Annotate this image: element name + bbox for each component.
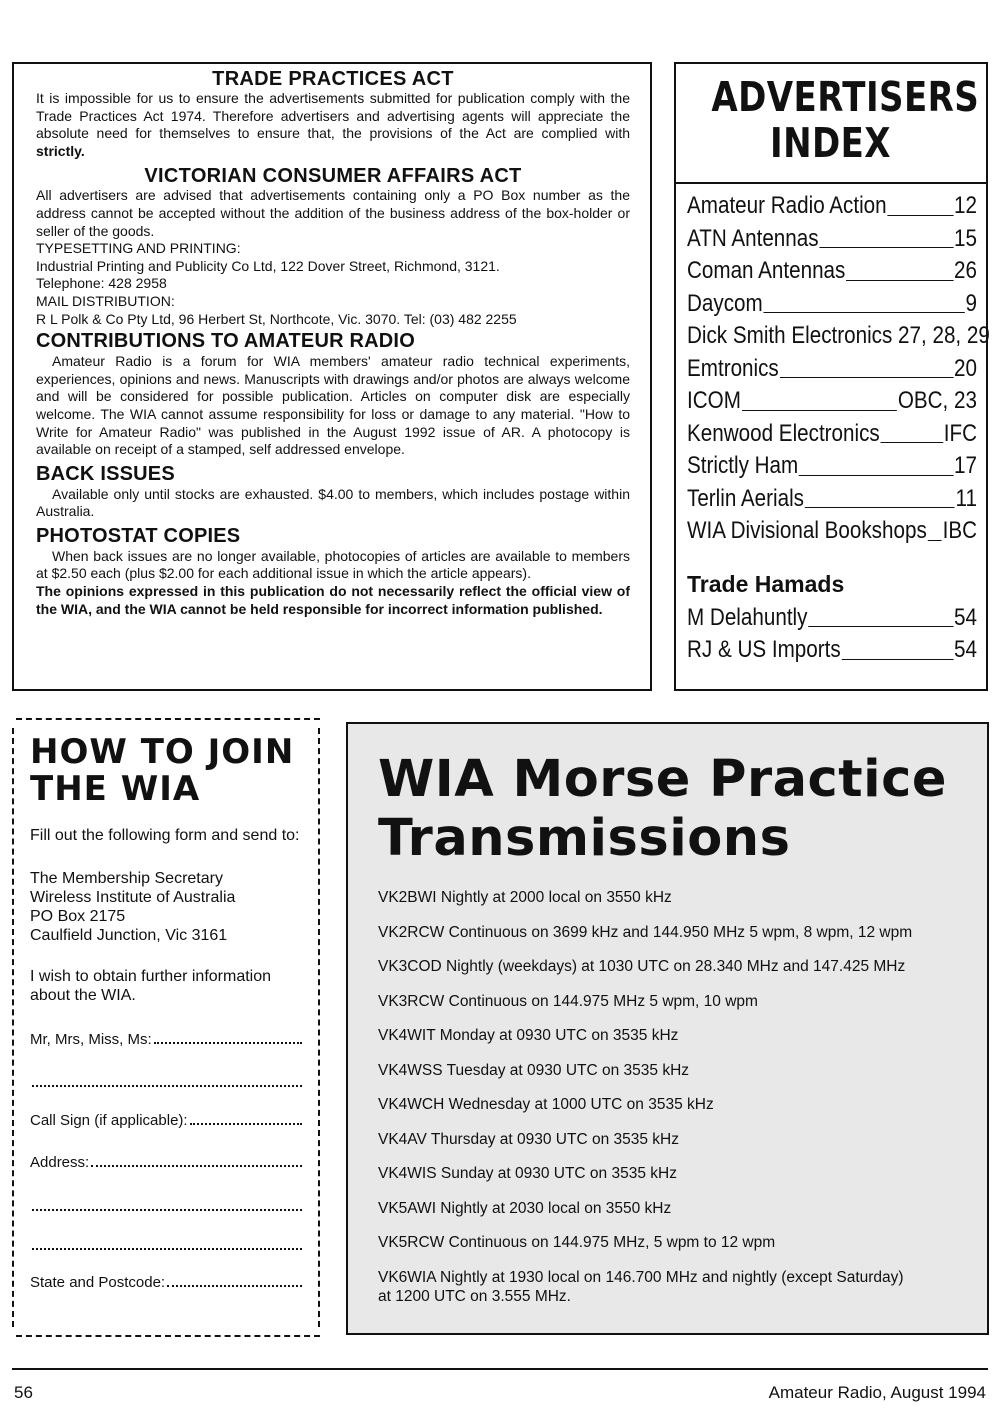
advertiser-leader-line — [805, 489, 955, 508]
hamad-leader-line — [842, 641, 954, 660]
typesetting-label: TYPESETTING AND PRINTING: — [36, 240, 241, 257]
address-label: Address: — [30, 1154, 90, 1171]
hamad-name: RJ & US Imports — [687, 636, 841, 663]
name-field-label: Mr, Mrs, Miss, Ms: — [30, 1031, 152, 1048]
morse-schedule-line: VK4AV Thursday at 0930 UTC on 3535 kHz — [378, 1130, 679, 1148]
advertiser-leader-line — [928, 522, 942, 541]
advertiser-leader-line — [780, 359, 954, 378]
advertiser-row — [687, 418, 977, 451]
advertiser-page: IFC — [943, 419, 977, 447]
morse-schedule-list — [378, 888, 967, 1252]
join-info: I wish to obtain further information about the WIA. — [30, 968, 272, 1004]
advertiser-name: Coman Antennas — [687, 257, 846, 284]
advertiser-row — [687, 353, 977, 386]
join-address-line3: PO Box 2175 — [30, 908, 126, 925]
call-sign-line[interactable] — [190, 1110, 302, 1125]
morse-schedule-line: VK3RCW Continuous on 144.975 MHz 5 wpm, 10 wpm — [378, 992, 758, 1010]
publication-footer: Amateur Radio, August 1994 — [768, 1383, 986, 1402]
how-to-join-box — [12, 718, 320, 1337]
name-field-continued[interactable] — [30, 1072, 302, 1087]
morse-schedule-line: VK5RCW Continuous on 144.975 MHz, 5 wpm to 12 wpm — [378, 1234, 776, 1251]
morse-schedule-line: VK4WIT Monday at 0930 UTC on 3535 kHz — [378, 1027, 679, 1044]
advertiser-leader-line — [764, 294, 965, 313]
join-address-line2: Wireless Institute of Australia — [30, 889, 236, 906]
advertiser-leader-line — [799, 457, 953, 476]
telephone: Telephone: 428 2958 — [36, 275, 167, 292]
join-address-line1: The Membership Secretary — [30, 870, 223, 887]
page-number: 56 — [14, 1383, 33, 1402]
join-intro: Fill out the following form and send to: — [30, 827, 300, 844]
advertiser-row — [687, 288, 977, 321]
advertiser-leader-line — [742, 392, 897, 411]
advertiser-page: 15 — [954, 224, 977, 252]
dashed-border-right — [318, 728, 320, 1327]
advertiser-name: Terlin Aerials — [687, 484, 805, 512]
photostat-text: When back issues are no longer available, photocopies of articles are available to members at $2.50 each (plus $2.00 for each additional issue in which the article appears). — [36, 547, 630, 582]
typesetting-text: Industrial Printing and Publicity Co Ltd, 122 Dover Street, Richmond, 3121. — [36, 257, 500, 274]
morse-practice-title: WIA Morse Practice Transmissions — [378, 750, 947, 868]
morse-schedule-line: VK4WIS Sunday at 0930 UTC on 3535 kHz — [378, 1165, 677, 1182]
advertiser-name: Emtronics — [687, 354, 779, 382]
hamad-leader-line — [808, 608, 953, 627]
advertiser-page: 9 — [965, 289, 977, 317]
back-issues-heading: BACK ISSUES — [36, 462, 175, 485]
mail-text: R L Polk & Co Pty Ltd, 96 Herbert St, Northcote, Vic. 3070. Tel: (03) 482 2255 — [36, 310, 517, 327]
advertiser-page: 12 — [954, 192, 977, 219]
address-line-3[interactable] — [32, 1235, 302, 1250]
victorian-act-heading: VICTORIAN CONSUMER AFFAIRS ACT — [144, 165, 522, 188]
advertiser-name: Strictly Ham — [687, 452, 799, 479]
state-postcode-field[interactable] — [30, 1272, 302, 1292]
advertiser-name: Daycom — [687, 289, 763, 317]
hamad-page: 54 — [954, 603, 977, 631]
advertiser-row — [687, 450, 977, 483]
dashed-border-bottom — [16, 1335, 320, 1337]
hamad-row — [687, 634, 977, 667]
dashed-border-top — [16, 718, 320, 720]
trade-practices-heading: TRADE PRACTICES ACT — [212, 68, 454, 90]
advertiser-row — [687, 320, 990, 353]
morse-practice-box — [346, 722, 989, 1335]
advertiser-row — [687, 223, 977, 256]
state-postcode-line[interactable] — [167, 1272, 302, 1287]
morse-schedule-line: VK2BWI Nightly at 2000 local on 3550 kHz — [378, 889, 672, 906]
opinions-disclaimer: The opinions expressed in this publication do not necessarily reflect the official view of the WIA, and the WIA cannot be held responsible for incorrect information published. — [36, 583, 630, 617]
name-field-line-2[interactable] — [32, 1072, 302, 1087]
join-address-line4: Caulfield Junction, Vic 3161 — [30, 927, 228, 944]
morse-schedule-vk6wia: VK6WIA Nightly at 1930 local on 146.700 MHz and nightly (except Saturday) at 1200 UTC on 3.555 MHz. — [378, 1268, 904, 1305]
advertiser-leader-line — [819, 229, 953, 248]
morse-schedule-line: VK2RCW Continuous on 3699 kHz and 144.950 MHz 5 wpm, 8 wpm, 12 wpm — [378, 923, 913, 941]
dashed-border-left — [12, 728, 14, 1327]
hamad-page: 54 — [954, 636, 977, 663]
advertiser-page: 26 — [954, 257, 977, 284]
address-field-line2[interactable] — [30, 1196, 302, 1211]
advertiser-row — [687, 515, 977, 548]
advertiser-name: Dick Smith Electronics 27, 28, 29 — [687, 322, 990, 349]
trade-practices-strictly: strictly. — [36, 142, 85, 159]
morse-schedule-line: VK4WCH Wednesday at 1000 UTC on 3535 kHz — [378, 1096, 714, 1113]
trade-hamads-title: Trade Hamads — [687, 570, 845, 597]
address-field-line3[interactable] — [30, 1235, 302, 1250]
trade-hamads-list — [687, 602, 977, 667]
advertiser-name: Kenwood Electronics — [687, 419, 880, 447]
footer-rule — [12, 1368, 988, 1370]
advertisers-index-box — [674, 62, 988, 691]
advertisers-list — [687, 190, 990, 548]
advertiser-leader-line — [887, 197, 953, 216]
advertisers-divider — [676, 182, 986, 184]
mail-label: MAIL DISTRIBUTION: — [36, 292, 175, 309]
hamad-name: M Delahuntly — [687, 603, 808, 631]
trade-practices-text: It is impossible for us to ensure the advertisements submitted for publication comply with the Trade Practices Act 1974. Therefore advertisers and advertising agents will appreciate the absolute need for themselves to ensure that, the provisions of the Act are complied with strictly. — [36, 90, 630, 159]
contributions-text: Amateur Radio is a forum for WIA members' amateur radio technical experiments, experiences, opinions and news. Manuscripts with drawings and/or photos are always welcome and will be considered for possible publication. Articles on computer disk are especially welcome. The WIA cannot assume responsibility for loss or damage to any material. "How to Write for Amateur Radio" was published in the August 1992 issue of AR. A photocopy is available on receipt of a stamped, self addressed envelope. — [36, 353, 630, 458]
advertiser-row — [687, 255, 977, 288]
advertiser-row — [687, 385, 977, 418]
back-issues-text: Available only until stocks are exhausted. $4.00 to members, which includes postage within Australia. — [36, 485, 630, 520]
name-field-line[interactable] — [154, 1029, 302, 1044]
address-field[interactable] — [30, 1152, 302, 1172]
name-field[interactable] — [30, 1029, 302, 1049]
how-to-join-title: HOW TO JOIN THE WIA — [30, 732, 295, 809]
state-postcode-label: State and Postcode: — [30, 1274, 166, 1291]
advertiser-name: WIA Divisional Bookshops — [687, 517, 927, 544]
advertiser-name: Amateur Radio Action — [687, 192, 887, 219]
advertiser-name: ATN Antennas — [687, 224, 819, 252]
contributions-heading: CONTRIBUTIONS TO AMATEUR RADIO — [36, 330, 415, 353]
address-line-2[interactable] — [32, 1196, 302, 1211]
morse-schedule-line: VK5AWI Nightly at 2030 local on 3550 kHz — [378, 1199, 672, 1217]
advertiser-page: 20 — [954, 354, 977, 382]
trade-practices-box — [12, 62, 652, 691]
advertiser-row — [687, 190, 977, 223]
advertiser-name: ICOM — [687, 387, 741, 414]
advertiser-page: 17 — [954, 452, 977, 479]
hamad-row — [687, 602, 977, 635]
advertiser-page: 11 — [955, 484, 977, 512]
address-line[interactable] — [91, 1152, 302, 1167]
photostat-heading: PHOTOSTAT COPIES — [36, 524, 241, 547]
call-sign-field[interactable] — [30, 1110, 302, 1130]
advertiser-leader-line — [846, 262, 953, 281]
advertiser-page: OBC, 23 — [897, 387, 977, 414]
morse-schedule-line: VK3COD Nightly (weekdays) at 1030 UTC on 28.340 MHz and 147.425 MHz — [378, 958, 906, 975]
advertiser-page: IBC — [942, 517, 977, 544]
call-sign-label: Call Sign (if applicable): — [30, 1112, 188, 1129]
advertiser-leader-line — [881, 424, 943, 443]
advertiser-row — [687, 483, 977, 516]
morse-schedule-line: VK4WSS Tuesday at 0930 UTC on 3535 kHz — [378, 1061, 690, 1079]
victorian-act-text: All advertisers are advised that advertisements containing only a PO Box number as the address cannot be accepted without the addition of the business address of the box-holder or seller of the goods. — [36, 187, 630, 239]
advertisers-index-title: ADVERTISERS INDEX — [711, 73, 980, 167]
